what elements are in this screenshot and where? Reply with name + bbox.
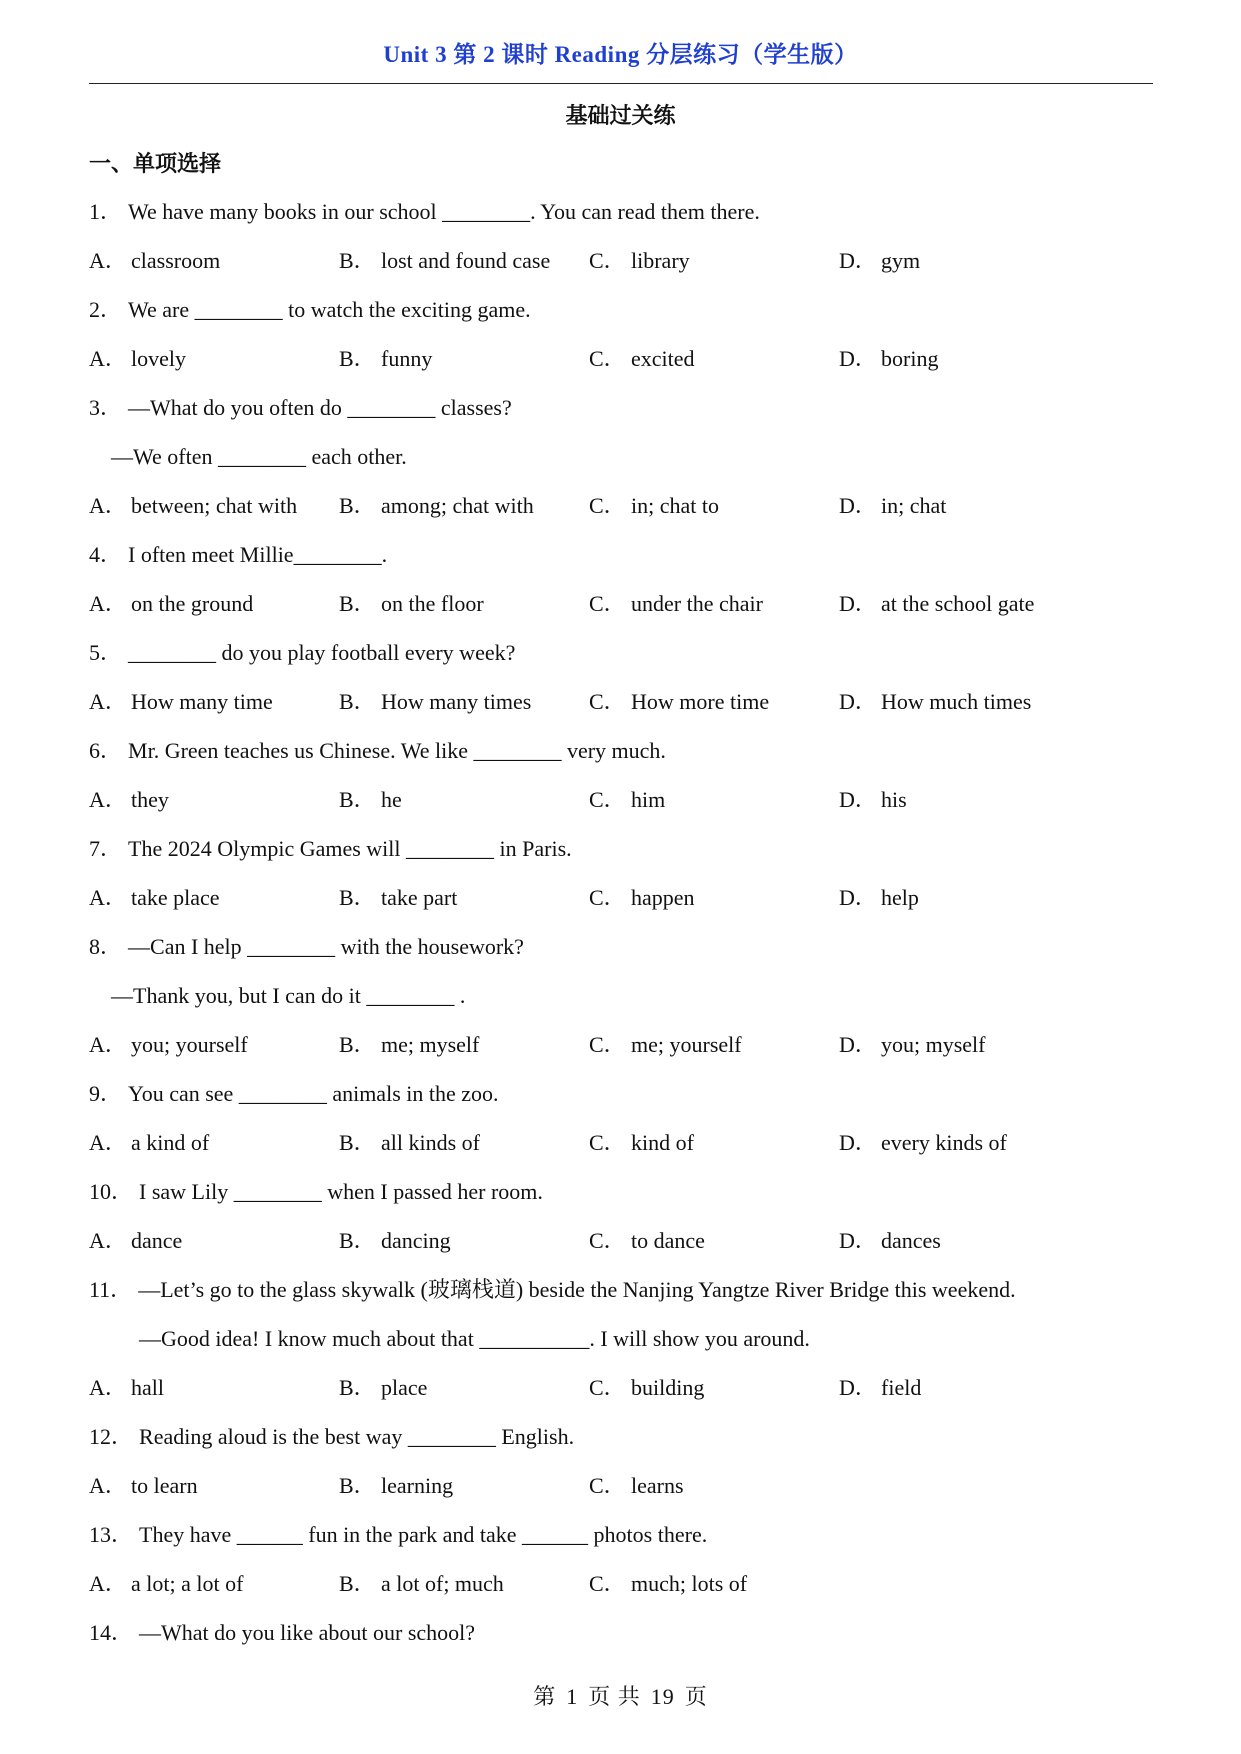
option-text: field xyxy=(881,1375,922,1400)
answer-option xyxy=(339,337,589,381)
answer-option xyxy=(339,1366,589,1410)
option-letter: B． xyxy=(339,1375,376,1400)
option-letter: D． xyxy=(839,1032,877,1057)
answer-option xyxy=(89,1366,339,1410)
option-row xyxy=(89,876,1169,925)
option-text: on the ground xyxy=(131,591,254,616)
option-letter: A． xyxy=(89,346,127,371)
question-stem xyxy=(89,1170,1169,1219)
option-text: a lot; a lot of xyxy=(131,1571,244,1596)
question-number: 4． xyxy=(89,542,123,567)
option-text: you; myself xyxy=(881,1032,986,1057)
option-letter: B． xyxy=(339,1571,376,1596)
option-letter: B． xyxy=(339,346,376,371)
option-letter: C． xyxy=(589,885,626,910)
question-stem xyxy=(89,925,1169,974)
question-stem-continued xyxy=(89,974,1169,1023)
answer-option xyxy=(339,484,589,528)
header-rule xyxy=(89,83,1153,84)
option-letter: D． xyxy=(839,1375,877,1400)
footer-suffix: 页 xyxy=(684,1684,708,1709)
option-text: gym xyxy=(881,248,921,273)
question-text: We have many books in our school ________. You can read them there. xyxy=(128,199,760,224)
page-footer xyxy=(0,1680,1241,1711)
option-row xyxy=(89,484,1169,533)
question-stem xyxy=(89,827,1169,876)
option-letter: A． xyxy=(89,787,127,812)
question-number: 1． xyxy=(89,199,123,224)
option-text: dances xyxy=(881,1228,941,1253)
answer-option xyxy=(89,876,339,920)
option-letter: C． xyxy=(589,1375,626,1400)
question-number: 8． xyxy=(89,934,123,959)
option-text: learns xyxy=(631,1473,684,1498)
answer-option xyxy=(839,337,1089,381)
answer-option xyxy=(89,1562,339,1606)
question-number: 2． xyxy=(89,297,123,322)
answer-option xyxy=(839,1023,1089,1067)
question-text: —Good idea! I know much about that __________. I will show you around. xyxy=(139,1326,810,1351)
question-text: You can see ________ animals in the zoo. xyxy=(128,1081,499,1106)
option-row xyxy=(89,778,1169,827)
part-heading: 一、单项选择 xyxy=(89,151,222,176)
answer-option xyxy=(589,337,839,381)
option-letter: B． xyxy=(339,1130,376,1155)
question-number: 10． xyxy=(89,1179,134,1204)
answer-option xyxy=(339,1023,589,1067)
option-text: they xyxy=(131,787,169,812)
answer-option xyxy=(89,484,339,528)
question-stem xyxy=(89,631,1169,680)
option-letter: D． xyxy=(839,1130,877,1155)
question-number: 14． xyxy=(89,1620,134,1645)
answer-option xyxy=(339,1562,589,1606)
answer-option xyxy=(589,582,839,626)
option-letter: A． xyxy=(89,1375,127,1400)
footer-mid: 页 共 xyxy=(588,1684,641,1709)
option-letter: B． xyxy=(339,787,376,812)
answer-option xyxy=(89,1121,339,1165)
option-text: he xyxy=(381,787,402,812)
question-stem xyxy=(89,1072,1169,1121)
option-text: library xyxy=(631,248,690,273)
option-letter: C． xyxy=(589,1228,626,1253)
question-stem xyxy=(89,190,1169,239)
question-stem xyxy=(89,729,1169,778)
option-letter: D． xyxy=(839,1228,877,1253)
answer-option xyxy=(339,1121,589,1165)
question-text: We are ________ to watch the exciting game. xyxy=(128,297,531,322)
option-text: him xyxy=(631,787,666,812)
option-text: building xyxy=(631,1375,705,1400)
option-letter: D． xyxy=(839,689,877,714)
option-letter: A． xyxy=(89,493,127,518)
answer-option xyxy=(89,582,339,626)
option-letter: C． xyxy=(589,689,626,714)
option-letter: A． xyxy=(89,248,127,273)
option-text: How many times xyxy=(381,689,532,714)
option-letter: B． xyxy=(339,591,376,616)
question-stem xyxy=(89,288,1169,337)
answer-option xyxy=(89,680,339,724)
option-text: classroom xyxy=(131,248,221,273)
answer-option xyxy=(589,1464,839,1508)
option-letter: D． xyxy=(839,346,877,371)
question-text: Mr. Green teaches us Chinese. We like ________ very much. xyxy=(128,738,666,763)
footer-total-pages: 19 xyxy=(650,1684,675,1709)
answer-option xyxy=(839,680,1089,724)
option-letter: B． xyxy=(339,1228,376,1253)
option-row xyxy=(89,239,1169,288)
option-letter: A． xyxy=(89,1228,127,1253)
option-row xyxy=(89,1023,1169,1072)
answer-option xyxy=(839,239,1089,283)
question-number: 6． xyxy=(89,738,123,763)
option-letter: C． xyxy=(589,346,626,371)
answer-option xyxy=(339,876,589,920)
question-number: 12． xyxy=(89,1424,134,1449)
page-header-title: Unit 3 第 2 课时 Reading 分层练习（学生版） xyxy=(383,42,858,67)
question-stem xyxy=(89,1513,1169,1562)
question-number: 7． xyxy=(89,836,123,861)
question-text: I saw Lily ________ when I passed her room. xyxy=(139,1179,543,1204)
option-letter: C． xyxy=(589,1130,626,1155)
option-text: between; chat with xyxy=(131,493,298,518)
option-row xyxy=(89,582,1169,631)
answer-option xyxy=(839,582,1089,626)
option-row xyxy=(89,1464,1169,1513)
question-stem xyxy=(89,1415,1169,1464)
option-text: to learn xyxy=(131,1473,198,1498)
answer-option xyxy=(339,1464,589,1508)
option-text: How more time xyxy=(631,689,770,714)
option-text: How much times xyxy=(881,689,1032,714)
option-text: help xyxy=(881,885,919,910)
option-text: boring xyxy=(881,346,939,371)
footer-page-number: 1 xyxy=(566,1684,579,1709)
answer-option xyxy=(339,680,589,724)
answer-option xyxy=(839,778,1089,822)
answer-option xyxy=(89,1023,339,1067)
question-stem-continued xyxy=(89,435,1169,484)
question-number: 11． xyxy=(89,1277,133,1302)
option-text: in; chat xyxy=(881,493,947,518)
answer-option xyxy=(339,239,589,283)
option-row xyxy=(89,1366,1169,1415)
option-text: on the floor xyxy=(381,591,484,616)
option-text: much; lots of xyxy=(631,1571,748,1596)
answer-option xyxy=(89,239,339,283)
answer-option xyxy=(839,1121,1089,1165)
option-letter: B． xyxy=(339,1473,376,1498)
question-number: 13． xyxy=(89,1522,134,1547)
option-text: hall xyxy=(131,1375,164,1400)
option-letter: B． xyxy=(339,248,376,273)
question-number: 9． xyxy=(89,1081,123,1106)
option-letter: C． xyxy=(589,787,626,812)
option-text: learning xyxy=(381,1473,454,1498)
answer-option xyxy=(589,876,839,920)
option-text: take place xyxy=(131,885,220,910)
option-row xyxy=(89,680,1169,729)
option-text: lost and found case xyxy=(381,248,551,273)
question-text: —We often ________ each other. xyxy=(111,444,407,469)
option-letter: C． xyxy=(589,1571,626,1596)
answer-option xyxy=(89,337,339,381)
option-letter: A． xyxy=(89,1473,127,1498)
question-stem xyxy=(89,1611,1169,1660)
option-text: you; yourself xyxy=(131,1032,248,1057)
option-text: take part xyxy=(381,885,458,910)
question-number: 3． xyxy=(89,395,123,420)
answer-option xyxy=(339,582,589,626)
option-text: me; yourself xyxy=(631,1032,742,1057)
answer-option xyxy=(589,239,839,283)
option-row xyxy=(89,1562,1169,1611)
option-letter: A． xyxy=(89,591,127,616)
question-text: —Let’s go to the glass skywalk (玻璃栈道) beside the Nanjing Yangtze River Bridge this weekend. xyxy=(138,1277,1016,1302)
option-text: at the school gate xyxy=(881,591,1035,616)
option-letter: B． xyxy=(339,689,376,714)
option-text: How many time xyxy=(131,689,273,714)
answer-option xyxy=(589,1562,839,1606)
question-text: —What do you often do ________ classes? xyxy=(128,395,512,420)
section-title: 基础过关练 xyxy=(565,103,676,128)
option-text: a kind of xyxy=(131,1130,210,1155)
option-text: among; chat with xyxy=(381,493,534,518)
option-text: me; myself xyxy=(381,1032,480,1057)
option-row xyxy=(89,1121,1169,1170)
answer-option xyxy=(839,876,1089,920)
option-letter: C． xyxy=(589,248,626,273)
option-letter: D． xyxy=(839,493,877,518)
question-text: —Thank you, but I can do it ________ . xyxy=(111,983,466,1008)
option-letter: C． xyxy=(589,1032,626,1057)
answer-option xyxy=(839,1366,1089,1410)
answer-option xyxy=(89,1464,339,1508)
option-row xyxy=(89,1219,1169,1268)
question-stem xyxy=(89,1268,1169,1317)
option-letter: B． xyxy=(339,1032,376,1057)
option-text: a lot of; much xyxy=(381,1571,504,1596)
question-text: —What do you like about our school? xyxy=(139,1620,476,1645)
answer-option xyxy=(839,1219,1089,1263)
option-text: every kinds of xyxy=(881,1130,1007,1155)
question-stem-continued xyxy=(89,1317,1169,1366)
option-row xyxy=(89,337,1169,386)
option-text: dancing xyxy=(381,1228,451,1253)
option-letter: D． xyxy=(839,248,877,273)
option-letter: A． xyxy=(89,689,127,714)
answer-option xyxy=(339,778,589,822)
option-letter: A． xyxy=(89,1571,127,1596)
question-text: The 2024 Olympic Games will ________ in Paris. xyxy=(128,836,572,861)
option-text: place xyxy=(381,1375,428,1400)
question-text: ________ do you play football every week? xyxy=(128,640,516,665)
option-letter: D． xyxy=(839,787,877,812)
option-text: under the chair xyxy=(631,591,763,616)
answer-option xyxy=(89,1219,339,1263)
question-text: They have ______ fun in the park and take ______ photos there. xyxy=(139,1522,708,1547)
option-text: funny xyxy=(381,346,433,371)
answer-option xyxy=(589,778,839,822)
question-text: Reading aloud is the best way ________ English. xyxy=(139,1424,575,1449)
option-letter: D． xyxy=(839,885,877,910)
option-text: lovely xyxy=(131,346,186,371)
answer-option xyxy=(589,1366,839,1410)
option-letter: C． xyxy=(589,591,626,616)
answer-option xyxy=(589,1219,839,1263)
option-letter: C． xyxy=(589,1473,626,1498)
option-text: in; chat to xyxy=(631,493,719,518)
answer-option xyxy=(589,1023,839,1067)
question-stem xyxy=(89,386,1169,435)
question-stem xyxy=(89,533,1169,582)
answer-option xyxy=(339,1219,589,1263)
option-letter: A． xyxy=(89,1130,127,1155)
option-letter: A． xyxy=(89,1032,127,1057)
option-letter: B． xyxy=(339,493,376,518)
question-number: 5． xyxy=(89,640,123,665)
option-text: dance xyxy=(131,1228,183,1253)
answer-option xyxy=(839,484,1089,528)
option-text: excited xyxy=(631,346,695,371)
question-list xyxy=(89,190,1169,1660)
question-text: I often meet Millie________. xyxy=(128,542,388,567)
answer-option xyxy=(589,484,839,528)
option-letter: C． xyxy=(589,493,626,518)
option-text: kind of xyxy=(631,1130,694,1155)
question-text: —Can I help ________ with the housework? xyxy=(128,934,524,959)
option-text: happen xyxy=(631,885,695,910)
option-text: to dance xyxy=(631,1228,705,1253)
option-letter: B． xyxy=(339,885,376,910)
footer-prefix: 第 xyxy=(533,1684,557,1709)
option-letter: A． xyxy=(89,885,127,910)
option-text: his xyxy=(881,787,907,812)
answer-option xyxy=(589,1121,839,1165)
option-letter: D． xyxy=(839,591,877,616)
answer-option xyxy=(89,778,339,822)
option-text: all kinds of xyxy=(381,1130,480,1155)
answer-option xyxy=(589,680,839,724)
